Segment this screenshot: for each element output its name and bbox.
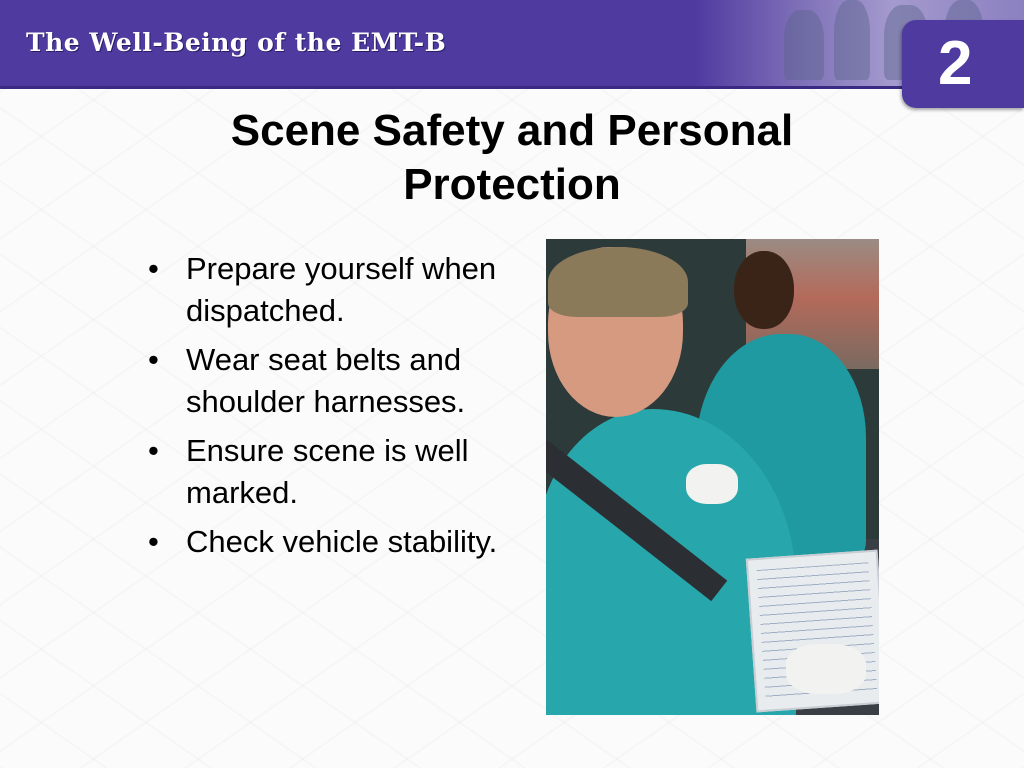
photo-glove — [786, 644, 866, 694]
bullet-list — [146, 248, 516, 570]
emt-vehicle-photo — [546, 239, 879, 715]
bullet-item: • Check vehicle stability. — [146, 521, 516, 563]
chapter-number: 2 — [938, 29, 973, 98]
header-title: The Well-Being of the EMT-B — [26, 28, 447, 57]
header-bar — [0, 0, 1024, 89]
bullet-item: • Wear seat belts and shoulder harnesses. — [146, 339, 516, 423]
photo-emt-hair — [548, 247, 688, 317]
photo-glove — [686, 464, 738, 504]
bullet-item: • Prepare yourself when dispatched. — [146, 248, 516, 332]
photo-emt-head — [548, 247, 683, 417]
photo-emt-partner-head — [734, 251, 794, 329]
slide-title: Scene Safety and Personal Protection — [230, 106, 794, 209]
chapter-tab — [902, 20, 1024, 108]
bullet-item: • Ensure scene is well marked. — [146, 430, 516, 514]
